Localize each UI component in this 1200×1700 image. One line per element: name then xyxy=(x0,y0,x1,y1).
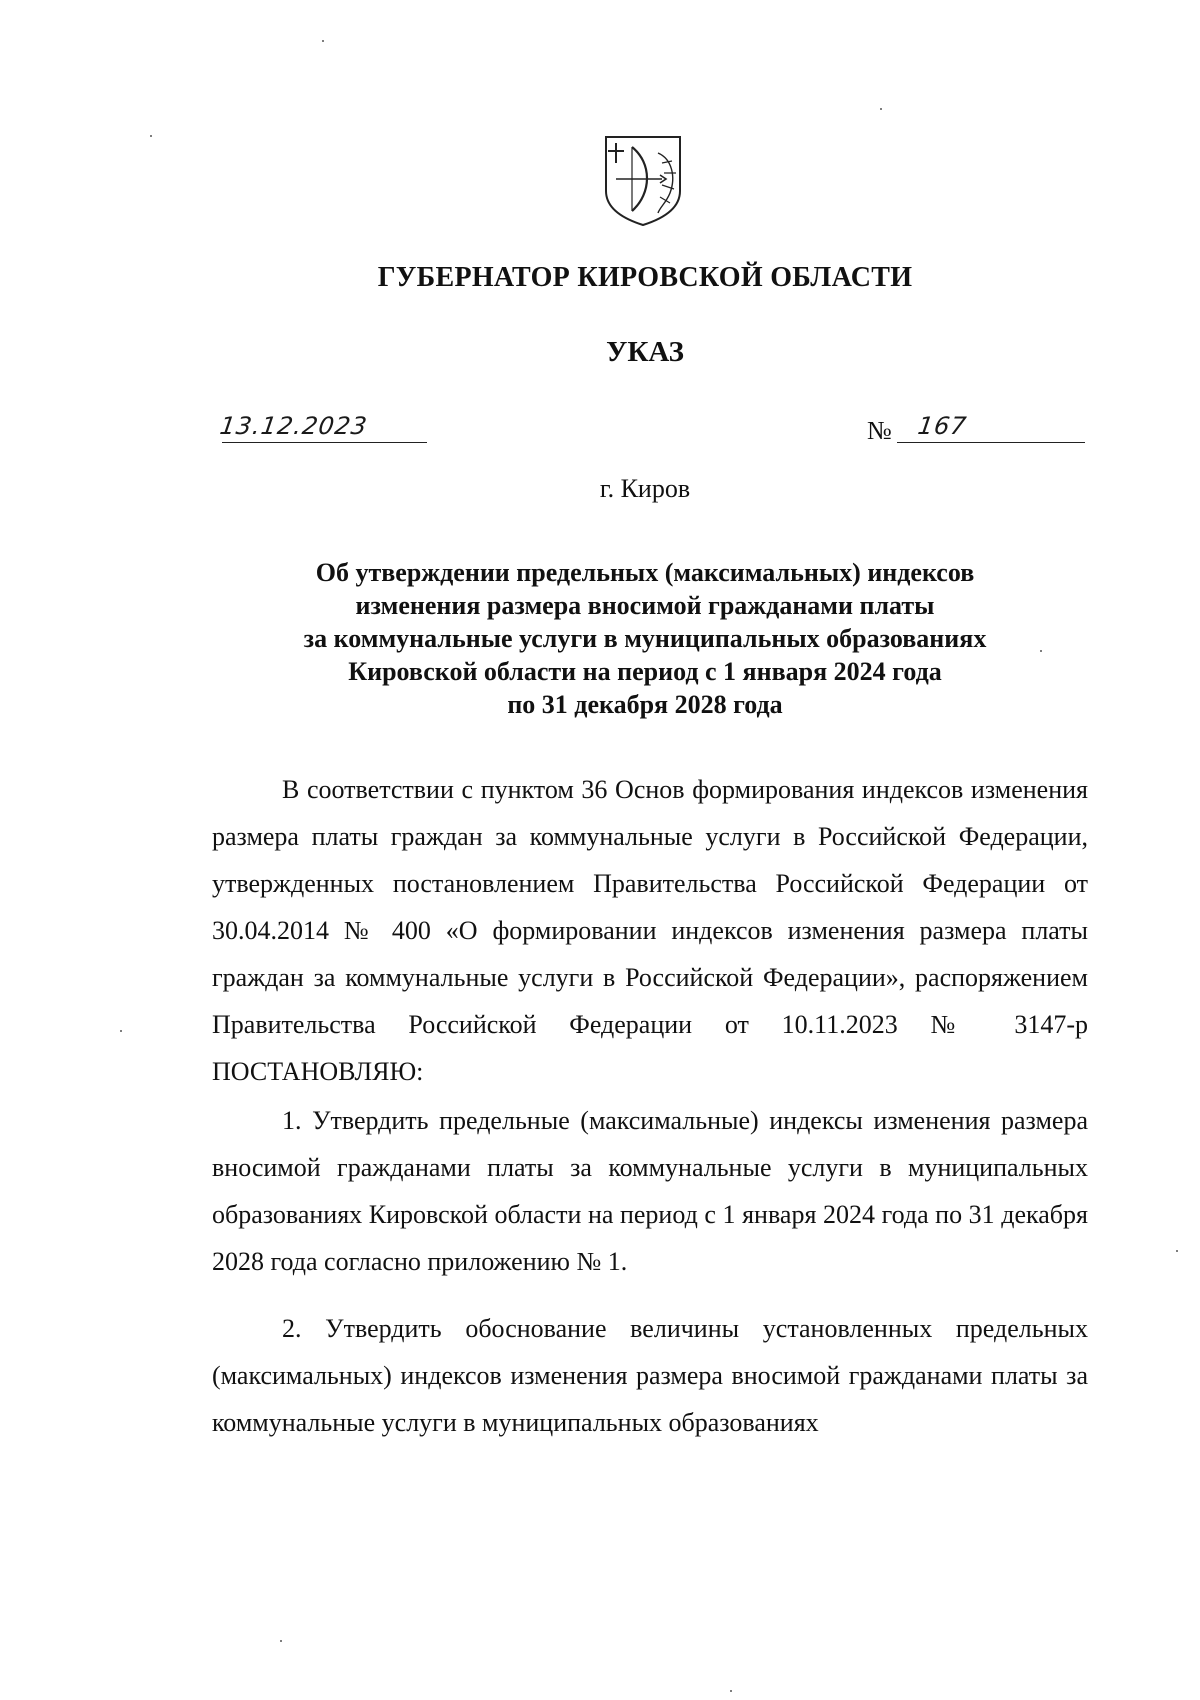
scan-speck xyxy=(322,40,324,42)
scan-speck xyxy=(730,1690,732,1692)
title-line: Об утверждении предельных (максимальных) индексов xyxy=(315,558,975,587)
scan-speck xyxy=(880,108,882,110)
clause-1-paragraph: 1. Утвердить предельные (максимальные) индексы изменения размера вносимой гражданами платы за коммунальные услуги в муниципальных образованиях Кировской области на период с 1 января 2024 года по 31 декабря 2028 года согласно приложению № 1. xyxy=(212,1106,1088,1276)
title-line: по 31 декабря 2028 года xyxy=(507,690,783,719)
title-line: изменения размера вносимой гражданами платы xyxy=(355,591,935,620)
preamble-paragraph: В соответствии с пунктом 36 Основ формирования индексов изменения размера платы граждан за коммунальные услуги в Российской Федерации, утвержденных постановлением Правительства Российской Федерации от 30.04.2014 № 400 «О формировании индексов изменения размера платы граждан за коммунальные услуги в Российской Федерации», распоряжением Правительства Российской Федерации от 10.11.2023 № 3147-р ПОСТАНОВЛЯЮ: xyxy=(212,775,1088,1086)
scan-speck xyxy=(280,1640,282,1642)
document-number: 167 xyxy=(916,412,969,440)
document-date: 13.12.2023 xyxy=(218,412,370,440)
title-line: за коммунальные услуги в муниципальных образованиях xyxy=(303,624,987,653)
scan-speck xyxy=(1040,650,1042,652)
document-type: УКАЗ xyxy=(606,336,684,368)
clause-2-paragraph: 2. Утвердить обоснование величины установленных предельных (максимальных) индексов изменения размера вносимой гражданами платы за коммунальные услуги в муниципальных образованиях xyxy=(212,1314,1088,1437)
scan-speck xyxy=(1176,1250,1178,1252)
scan-speck xyxy=(150,135,152,137)
scan-speck xyxy=(120,1030,122,1032)
document-body xyxy=(212,766,1088,1446)
issuer-heading: ГУБЕРНАТОР КИРОВСКОЙ ОБЛАСТИ xyxy=(377,262,913,293)
title-line: Кировской области на период с 1 января 2024 года xyxy=(348,657,942,686)
issue-city: г. Киров xyxy=(599,474,691,503)
document-title xyxy=(150,556,1140,721)
number-label: № xyxy=(867,416,892,445)
coat-of-arms-icon xyxy=(602,133,684,229)
